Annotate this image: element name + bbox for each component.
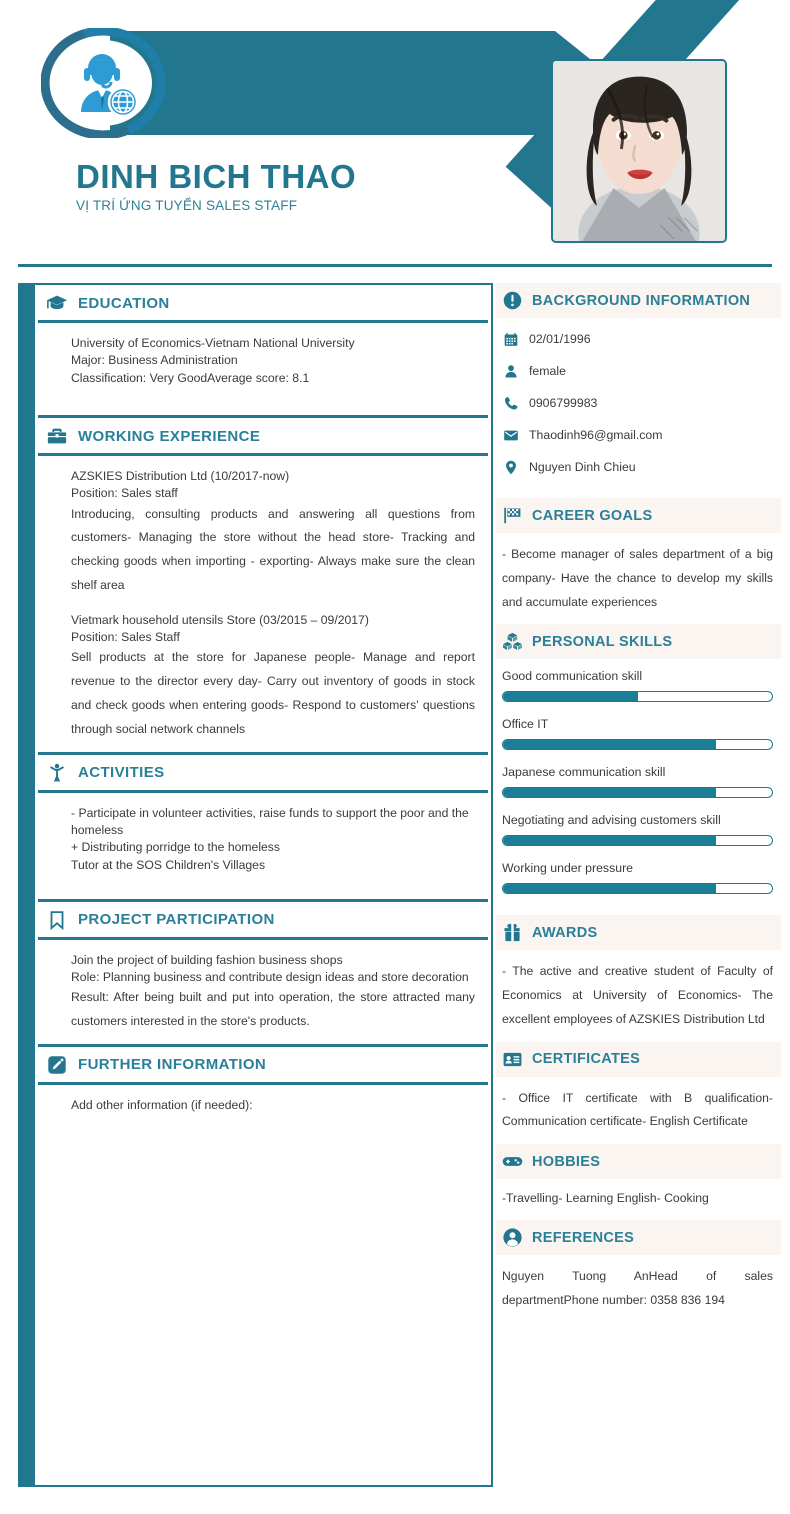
section-background-information [496, 283, 781, 498]
section-activities [35, 755, 491, 899]
briefcase-icon [46, 425, 68, 447]
certificates-text: - Office IT certificate with B qualification- Communication certificate- English Certificate [502, 1090, 773, 1129]
project-result: Result: After being built and put into operation, the store attracted many customers interested in the store's products. [71, 990, 475, 1028]
skill-label: Negotiating and advising customers skill [502, 813, 721, 828]
skill-item [502, 861, 773, 894]
hobbies-text: -Travelling- Learning English- Cooking [502, 1191, 709, 1206]
headset-agent-globe-icon [41, 28, 165, 138]
header-banner-shape [110, 31, 620, 135]
section-title: WORKING EXPERIENCE [78, 427, 261, 445]
project-line-2: Role: Planning business and contribute design ideas and store decoration [71, 969, 469, 984]
skill-item [502, 717, 773, 750]
section-references [496, 1220, 781, 1317]
skills-list [496, 659, 781, 915]
education-line-2: Major: Business Administration [71, 353, 238, 368]
pencil-edit-icon [46, 1054, 68, 1076]
gamepad-icon [502, 1151, 523, 1172]
job-duties: Sell products at the store for Japanese people- Manage and report revenue to the director every day- Carry out inventory of goods in stock and check goods when entering goods- Respond to customers' questions through social network channels [71, 650, 475, 736]
id-card-icon [502, 1049, 523, 1070]
phone-icon [502, 394, 519, 412]
section-career-goals [496, 498, 781, 624]
graduation-cap-icon [46, 292, 68, 314]
section-certificates [496, 1042, 781, 1145]
section-title: HOBBIES [532, 1153, 601, 1170]
section-title: CAREER GOALS [532, 507, 653, 524]
section-title: BACKGROUND INFORMATION [532, 292, 751, 309]
flag-icon [502, 505, 523, 526]
skill-progress-fill [503, 692, 638, 701]
section-project-participation [35, 902, 491, 1044]
contact-row-email [502, 426, 777, 444]
contact-value: Thaodinh96@gmail.com [529, 428, 663, 442]
skill-progress-fill [503, 788, 716, 797]
activity-line-2: + Distributing porridge to the homeless [71, 840, 280, 855]
skill-label: Office IT [502, 717, 549, 732]
further-information-text: Add other information (if needed): [71, 1097, 253, 1112]
section-title: EDUCATION [78, 294, 170, 312]
left-column [18, 283, 493, 1487]
job-position: Position: Sales Staff [71, 630, 180, 645]
section-title: FURTHER INFORMATION [78, 1056, 267, 1074]
exclamation-circle-icon [502, 290, 523, 311]
cv-body [0, 283, 790, 1493]
person-icon [502, 362, 519, 380]
left-accent-bar [20, 285, 35, 1485]
contact-row-phone [502, 394, 777, 412]
contact-row-address [502, 458, 777, 476]
awards-text: - The active and creative student of Faculty of Economics at University of Economics- The excellent employees of AZSKIES Distribution Ltd [502, 964, 773, 1026]
skill-progress-fill [503, 740, 716, 749]
calendar-icon [502, 330, 519, 348]
section-title: AWARDS [532, 924, 598, 941]
job-position: Position: Sales staff [71, 486, 178, 501]
section-title: ACTIVITIES [78, 764, 165, 782]
skill-progress-bar [502, 883, 773, 894]
job-duties: Introducing, consulting products and answering all questions from customers- Managing the store without the head store- Tracking and checking goods when importing - exporting- Always make sure the clean shelf area [71, 506, 475, 592]
gift-icon [502, 922, 523, 943]
skill-progress-fill [503, 836, 716, 845]
cv-header [0, 0, 790, 268]
skill-progress-bar [502, 787, 773, 798]
section-title: REFERENCES [532, 1229, 635, 1246]
contact-row-birthdate [502, 330, 777, 348]
header-divider [18, 264, 772, 267]
education-line-1: University of Economics-Vietnam National University [71, 336, 355, 350]
skill-label: Working under pressure [502, 861, 634, 876]
skill-progress-fill [503, 884, 716, 893]
bookmark-icon [46, 909, 68, 931]
contact-value: Nguyen Dinh Chieu [529, 460, 636, 474]
career-goals-text: - Become manager of sales department of a big company- Have the chance to develop my skills and accumulate experiences [502, 547, 773, 609]
candidate-name: DINH BICH THAO [76, 158, 357, 195]
project-line-1: Join the project of building fashion business shops [71, 952, 343, 967]
contact-row-gender [502, 362, 777, 380]
activity-line-3: Tutor at the SOS Children's Villages [71, 857, 266, 872]
education-line-3: Classification: Very GoodAverage score: 8.1 [71, 370, 310, 385]
skill-item [502, 813, 773, 846]
section-title: PROJECT PARTICIPATION [78, 911, 275, 929]
applied-position-subtitle: VỊ TRÍ ỨNG TUYỂN SALES STAFF [76, 197, 298, 213]
section-awards [496, 915, 781, 1041]
section-title: CERTIFICATES [532, 1051, 641, 1068]
skill-label: Good communication skill [502, 669, 643, 684]
references-text: Nguyen Tuong AnHead of sales departmentPhone number: 0358 836 194 [502, 1269, 773, 1307]
skill-progress-bar [502, 739, 773, 750]
section-further-information [35, 1047, 491, 1124]
location-pin-icon [502, 458, 519, 476]
section-hobbies [496, 1144, 781, 1220]
name-block [76, 160, 506, 213]
activity-line-1: - Participate in volunteer activities, raise funds to support the poor and the homeless [71, 805, 469, 837]
envelope-icon [502, 426, 519, 444]
section-education [35, 285, 491, 415]
person-arms-up-icon [46, 762, 68, 784]
candidate-photo [551, 59, 727, 243]
skill-progress-bar [502, 835, 773, 846]
skill-progress-bar [502, 691, 773, 702]
section-title: PERSONAL SKILLS [532, 633, 673, 650]
skill-label: Japanese communication skill [502, 765, 666, 780]
right-column [496, 283, 781, 1317]
user-circle-icon [502, 1227, 523, 1248]
contact-value: 02/01/1996 [529, 332, 591, 346]
section-working-experience [35, 418, 491, 752]
contact-value: 0906799983 [529, 396, 598, 410]
job-company: Vietmark household utensils Store (03/2015 – 09/2017) [71, 612, 369, 627]
job-company: AZSKIES Distribution Ltd (10/2017-now) [71, 469, 290, 483]
section-personal-skills [496, 624, 781, 915]
skill-item [502, 669, 773, 702]
skill-item [502, 765, 773, 798]
blocks-stack-icon [502, 631, 523, 652]
contact-value: female [529, 364, 566, 378]
